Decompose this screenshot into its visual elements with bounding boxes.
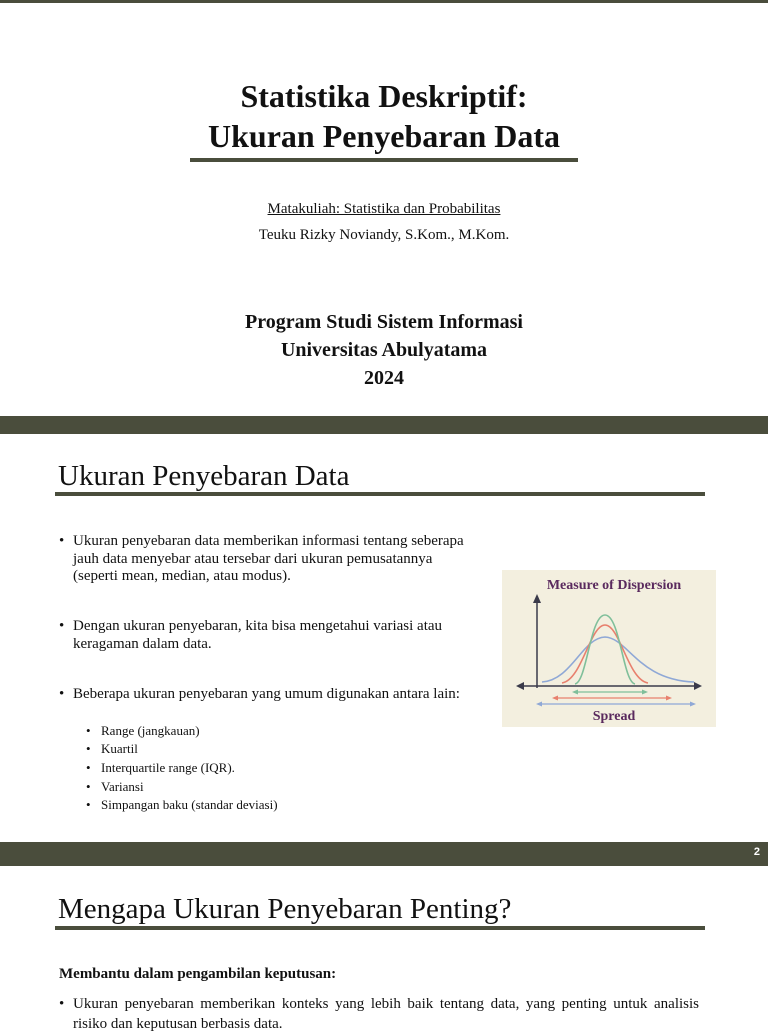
year: 2024 <box>364 367 404 389</box>
arrow-head <box>642 690 648 695</box>
title-line-2: Ukuran Penyebaran Data <box>207 118 560 154</box>
sub-bullet-text: Kuartil <box>101 741 138 756</box>
bullet-text: Dengan ukuran penyebaran, kita bisa mengetahui variasi atau keragaman dalam data. <box>73 618 443 652</box>
bullet-dot: • <box>86 797 91 812</box>
slide2-heading: Ukuran Penyebaran Data <box>58 460 350 492</box>
slide3-heading: Mengapa Ukuran Penyebaran Penting? <box>58 893 512 925</box>
spread-label: Spread <box>592 709 636 724</box>
sub-bullet-text: Simpangan baku (standar deviasi) <box>101 797 278 812</box>
arrow-head <box>666 696 672 701</box>
sub-bullet-text: Range (jangkauan) <box>101 723 200 738</box>
bullet-dot: • <box>86 723 91 738</box>
arrow-head <box>552 696 558 701</box>
slide-footer-band <box>0 842 768 866</box>
program-name: Program Studi Sistem Informasi <box>245 311 523 333</box>
sub-bullet-item <box>86 759 235 778</box>
wide-curve <box>542 637 694 682</box>
course-name: Matakuliah: Statistika dan Probabilitas <box>267 201 501 217</box>
bullet-dot: • <box>59 686 65 702</box>
bullet-item <box>59 618 479 653</box>
sub-bullet-item <box>86 796 278 815</box>
bullet-item <box>59 533 479 586</box>
bullet-text: Ukuran penyebaran memberikan konteks yang lebih baik tentang data, yang penting untuk analisis risiko dan keputusan berbasis data. <box>73 996 699 1032</box>
institution-block <box>0 308 768 392</box>
bullet-dot: • <box>86 760 91 775</box>
slide3-heading-rule <box>55 926 705 930</box>
sub-bullet-item <box>86 778 144 797</box>
sub-bullet-item <box>86 722 200 741</box>
sub-bullet-item <box>86 740 138 759</box>
dispersion-illustration <box>502 570 716 727</box>
arrow-head <box>572 690 578 695</box>
bullet-dot: • <box>86 741 91 756</box>
slide-divider <box>0 416 768 434</box>
slide3-subheading: Membantu dalam pengambilan keputusan: <box>59 966 337 982</box>
x-axis-arrow-right <box>694 682 702 690</box>
title-underline <box>190 158 578 162</box>
arrow-head <box>690 702 696 707</box>
arrow-head <box>536 702 542 707</box>
figure-title: Measure of Dispersion <box>546 578 682 593</box>
bullet-text: Beberapa ukuran penyebaran yang umum digunakan antara lain: <box>73 686 460 702</box>
page-number: 2 <box>753 846 760 858</box>
medium-curve <box>562 625 648 683</box>
bullet-dot: • <box>59 618 65 634</box>
sub-bullet-text: Interquartile range (IQR). <box>101 760 235 775</box>
slide2-heading-rule <box>55 492 705 496</box>
y-axis-arrow <box>533 594 541 603</box>
top-border <box>0 0 768 3</box>
bullet-dot: • <box>59 533 65 549</box>
bullet-dot: • <box>59 996 65 1012</box>
slide1-title <box>0 76 768 156</box>
title-line-1: Statistika Deskriptif: <box>240 78 528 114</box>
author-name: Teuku Rizky Noviandy, S.Kom., M.Kom. <box>258 227 510 243</box>
x-axis-arrow-left <box>516 682 524 690</box>
bullet-item <box>59 686 479 704</box>
bullet-dot: • <box>86 779 91 794</box>
bullet-item <box>59 994 699 1034</box>
sub-bullet-text: Variansi <box>101 779 144 794</box>
university-name: Universitas Abulyatama <box>280 339 488 361</box>
bullet-text: Ukuran penyebaran data memberikan informasi tentang seberapa jauh data menyebar atau tersebar dari ukuran pemusatannya (seperti mean, median, atau modus). <box>73 533 464 584</box>
dispersion-figure <box>502 570 716 727</box>
